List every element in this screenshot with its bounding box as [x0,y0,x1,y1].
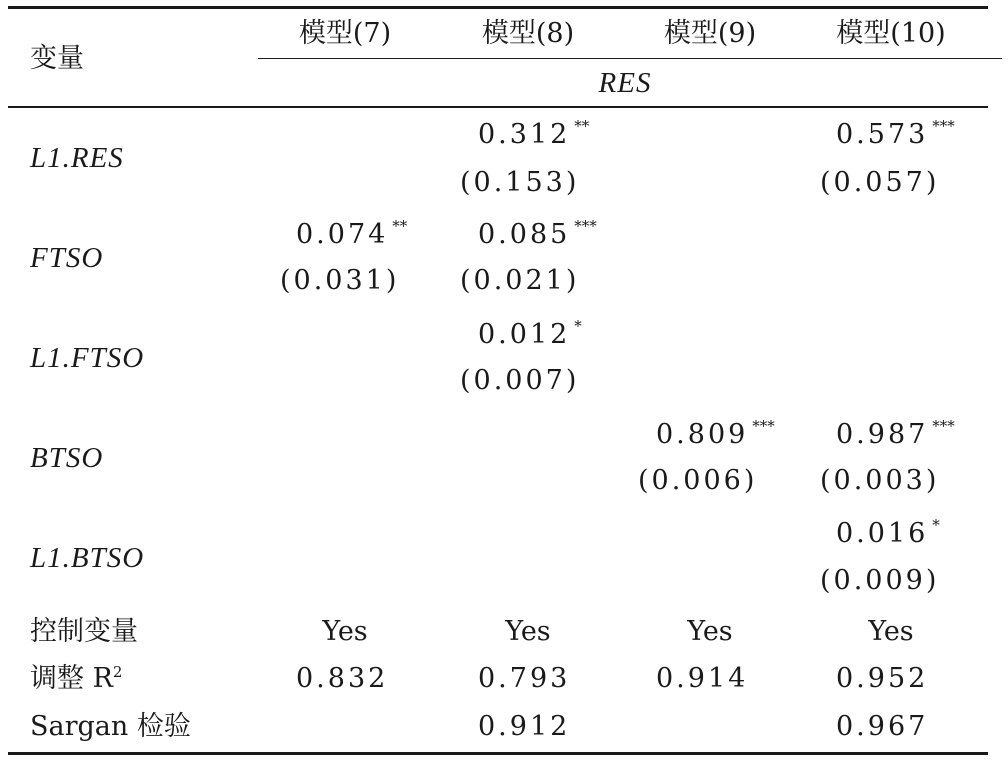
coef-l1res-m10: 0.573 *** [836,117,955,150]
model-10-header: 模型(10) [836,18,946,49]
se-btso-m9: (0.006) [638,465,758,496]
header-bottom-rule [8,106,988,108]
coef-l1btso-m10: 0.016 * [836,516,940,549]
se-ftso-m8: (0.021) [460,265,580,296]
controls-m10: Yes [868,616,914,647]
se-l1btso-m10: (0.009) [820,565,940,596]
controls-m8: Yes [505,616,551,647]
coef-l1ftso-m8: 0.012 * [478,317,582,350]
sargan-label: Sargan 检验 [30,711,191,742]
controls-m7: Yes [322,616,368,647]
row-label-l1-btso: L1.BTSO [30,542,145,574]
se-btso-m10: (0.003) [820,465,940,496]
adj-r2-m9: 0.914 [656,663,749,694]
controls-label: 控制变量 [30,616,138,647]
sargan-m8: 0.912 [478,711,571,742]
top-rule [8,6,988,9]
row-label-btso: BTSO [30,442,104,474]
model-underline-rule [258,58,1002,59]
model-9-header: 模型(9) [663,18,757,49]
coef-l1res-m8: 0.312 ** [478,117,590,150]
adj-r2-m7: 0.832 [296,663,389,694]
row-label-l1-res: L1.RES [30,142,124,174]
adj-r2-m8: 0.793 [478,663,571,694]
dependent-variable-label: RES [598,67,652,99]
adj-r2-m10: 0.952 [836,663,929,694]
row-label-ftso: FTSO [30,242,104,274]
model-8-header: 模型(8) [481,18,575,49]
coef-btso-m10: 0.987 *** [836,417,955,450]
adj-r2-label: 调整 $R^2$ [30,663,123,694]
coef-btso-m9: 0.809 *** [656,417,775,450]
row-label-l1-ftso: L1.FTSO [30,342,145,374]
coef-ftso-m8: 0.085 *** [478,217,597,250]
model-7-header: 模型(7) [298,18,392,49]
se-l1res-m8: (0.153) [460,167,580,198]
coef-ftso-m7: 0.074 ** [296,217,408,250]
sargan-m10: 0.967 [836,711,929,742]
variable-header: 变量 [30,43,84,74]
bottom-rule [8,752,988,755]
controls-m9: Yes [687,616,733,647]
se-l1res-m10: (0.057) [820,167,940,198]
se-l1ftso-m8: (0.007) [460,365,580,396]
se-ftso-m7: (0.031) [280,265,400,296]
